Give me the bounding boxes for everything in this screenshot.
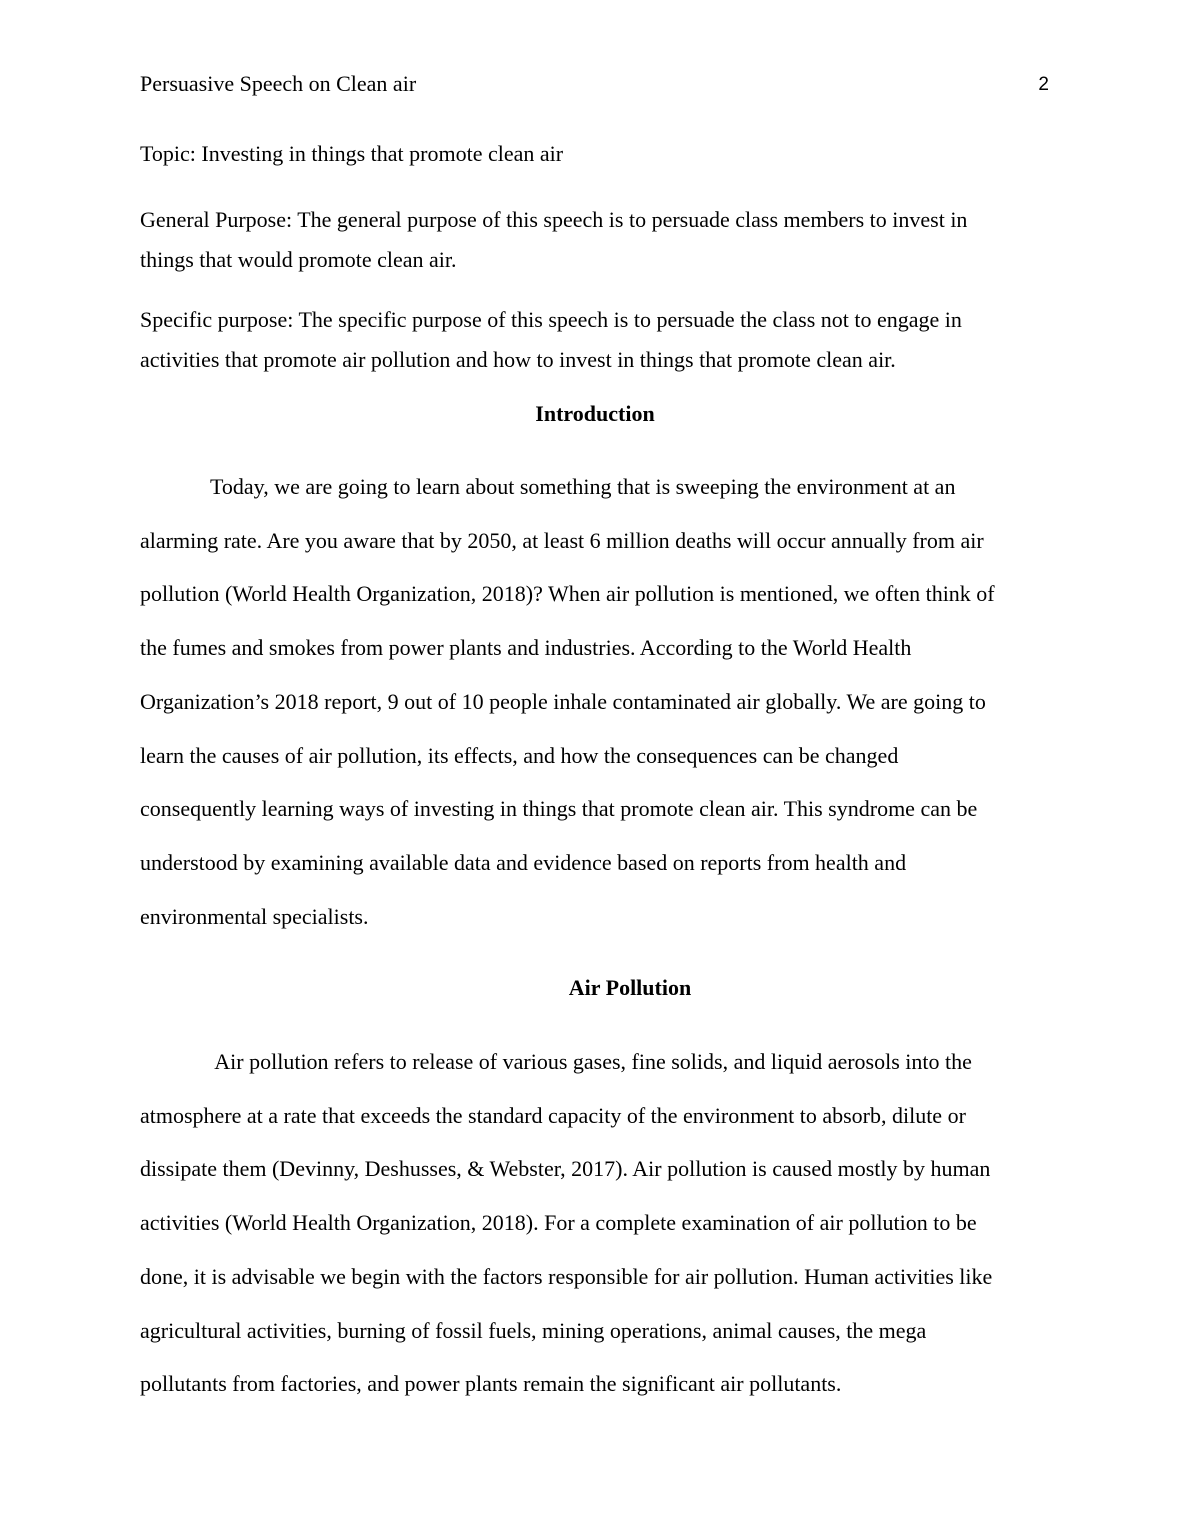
- paragraph-line: atmosphere at a rate that exceeds the standard capacity of the environment to absorb, dilute or: [140, 1102, 966, 1128]
- paragraph-line: done, it is advisable we begin with the factors responsible for air pollution. Human activities like: [140, 1263, 993, 1289]
- specific-purpose-line: activities that promote air pollution and how to invest in things that promote clean air.: [140, 347, 896, 372]
- paragraph-line: Air pollution refers to release of various gases, fine solids, and liquid aerosols into the: [210, 1049, 972, 1074]
- running-header-title: Persuasive Speech on Clean air: [140, 71, 417, 96]
- specific-purpose: [140, 300, 1052, 380]
- paragraph-line: Today, we are going to learn about something that is sweeping the environment at an: [210, 474, 956, 499]
- paragraph-line: understood by examining available data and evidence based on reports from health and: [140, 849, 907, 875]
- general-purpose-line: General Purpose: The general purpose of this speech is to persuade class members to invest in: [140, 207, 968, 232]
- paragraph-line: consequently learning ways of investing in things that promote clean air. This syndrome can be: [140, 796, 978, 822]
- paragraph-line: the fumes and smokes from power plants and industries. According to the World Health: [140, 635, 912, 661]
- air-pollution-heading: Air Pollution: [568, 975, 692, 1000]
- air-pollution-paragraph: [140, 1035, 1052, 1411]
- paragraph-line: learn the causes of air pollution, its effects, and how the consequences can be changed: [140, 742, 899, 768]
- specific-purpose-line: Specific purpose: The specific purpose of this speech is to persuade the class not to engage in: [140, 307, 962, 332]
- paragraph-line: environmental specialists.: [140, 903, 369, 929]
- general-purpose: [140, 200, 1052, 280]
- paragraph-line: Organization’s 2018 report, 9 out of 10 people inhale contaminated air globally. We are going to: [140, 688, 986, 714]
- introduction-heading: Introduction: [535, 401, 655, 426]
- general-purpose-line: things that would promote clean air.: [140, 247, 457, 272]
- topic-line: Topic: Investing in things that promote clean air: [140, 141, 564, 166]
- paragraph-line: activities (World Health Organization, 2018). For a complete examination of air pollution to be: [140, 1210, 977, 1236]
- paragraph-line: alarming rate. Are you aware that by 2050, at least 6 million deaths will occur annually from air: [140, 527, 984, 553]
- paragraph-line: pollutants from factories, and power plants remain the significant air pollutants.: [140, 1371, 842, 1397]
- paragraph-line: dissipate them (Devinny, Deshusses, & Webster, 2017). Air pollution is caused mostly by human: [140, 1156, 991, 1182]
- paragraph-line: pollution (World Health Organization, 2018)? When air pollution is mentioned, we often think of: [140, 581, 995, 607]
- paragraph-line: agricultural activities, burning of fossil fuels, mining operations, animal causes, the mega: [140, 1317, 927, 1343]
- introduction-paragraph: [140, 460, 1052, 943]
- page-number: 2: [1038, 74, 1049, 95]
